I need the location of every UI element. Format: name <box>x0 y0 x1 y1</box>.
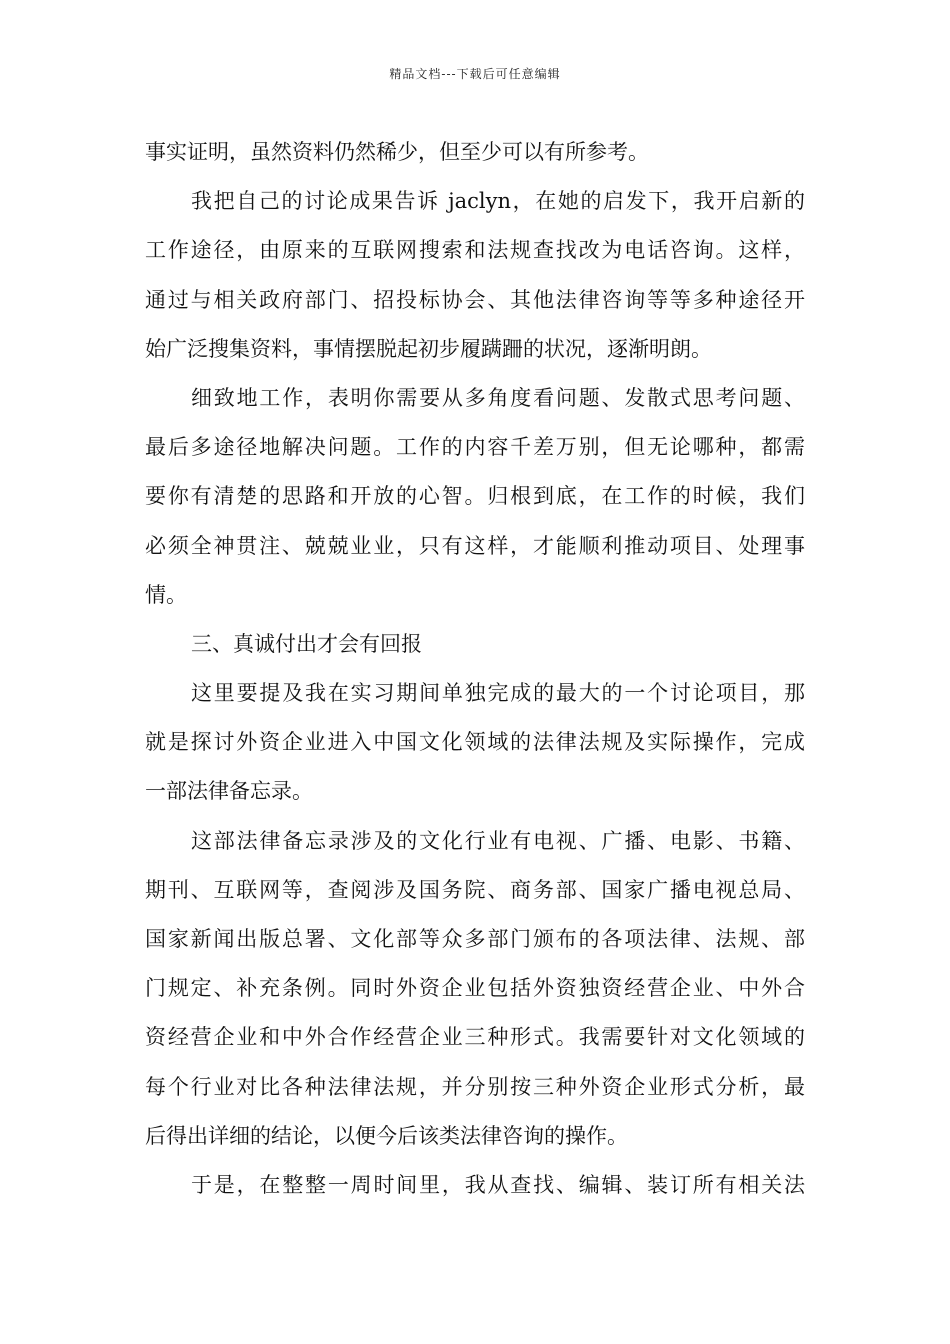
text-line: 这部法律备忘录涉及的文化行业有电视、广播、电影、书籍、 <box>191 828 805 853</box>
text-line: 事实证明，虽然资料仍然稀少，但至少可以有所参考。 <box>145 140 649 164</box>
text-line: 通过与相关政府部门、招投标协会、其他法律咨询等等多种途径开 <box>145 287 805 312</box>
text-line: 门规定、补充条例。同时外资企业包括外资独资经营企业、中外合 <box>145 976 805 1001</box>
paragraph-1 <box>145 128 805 177</box>
section-heading-text: 三、真诚付出才会有回报 <box>191 631 422 656</box>
text-line: 国家新闻出版总署、文化部等众多部门颁布的各项法律、法规、部 <box>145 927 805 951</box>
paragraph-3 <box>145 374 805 620</box>
text-line: 这里要提及我在实习期间单独完成的最大的一个讨论项目，那 <box>191 681 805 706</box>
text-line: 始广泛搜集资料，事情摆脱起初步履蹒跚的状况，逐渐明朗。 <box>145 336 712 361</box>
text-line: 每个行业对比各种法律法规，并分别按三种外资企业形式分析，最 <box>145 1074 805 1099</box>
text-line: 情。 <box>145 582 187 607</box>
text-line: 后得出详细的结论，以便今后该类法律咨询的操作。 <box>145 1123 628 1148</box>
text-line: 细致地工作，表明你需要从多角度看问题、发散式思考问题、 <box>191 385 805 410</box>
text-line: 就是探讨外资企业进入中国文化领域的法律法规及实际操作，完成 <box>145 730 805 755</box>
paragraph-6 <box>145 1161 805 1210</box>
text-line: 要你有清楚的思路和开放的心智。归根到底，在工作的时候，我们 <box>145 484 805 509</box>
page-header: 精品文档---下载后可任意编辑 <box>389 67 561 81</box>
paragraph-2 <box>145 177 805 374</box>
section-heading <box>145 620 805 669</box>
paragraph-4 <box>145 669 805 817</box>
text-line: 必须全神贯注、兢兢业业，只有这样，才能顺利推动项目、处理事 <box>145 533 805 558</box>
text-line: 期刊、互联网等，查阅涉及国务院、商务部、国家广播电视总局、 <box>145 877 805 902</box>
text-line: 我把自己的讨论成果告诉 jaclyn，在她的启发下，我开启新的 <box>191 189 805 214</box>
text-line: 工作途径，由原来的互联网搜索和法规查找改为电话咨询。这样， <box>145 238 805 263</box>
text-line: 资经营企业和中外合作经营企业三种形式。我需要针对文化领域的 <box>145 1025 805 1050</box>
text-line: 一部法律备忘录。 <box>145 779 313 804</box>
text-line: 于是，在整整一周时间里，我从查找、编辑、装订所有相关法 <box>191 1172 805 1197</box>
paragraph-5 <box>145 817 805 1161</box>
document-body <box>145 128 805 1210</box>
text-line: 最后多途径地解决问题。工作的内容千差万别，但无论哪种，都需 <box>145 435 805 460</box>
